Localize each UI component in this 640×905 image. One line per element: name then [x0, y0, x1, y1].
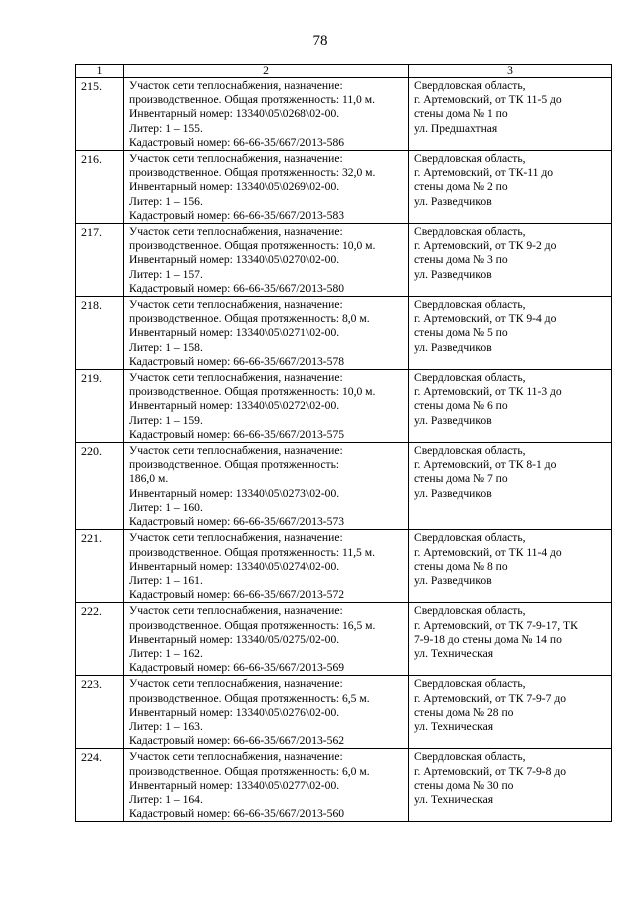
column-header-1: 1: [76, 65, 124, 78]
description-line: Инвентарный номер: 13340\05\0274\02-00.: [129, 559, 340, 573]
description-line: Литер: 1 – 157.: [129, 267, 203, 281]
address-line: Свердловская область,: [414, 79, 526, 92]
description-line: производственное. Общая протяженность: 16,5 м.: [129, 618, 376, 632]
address-line: Свердловская область,: [414, 604, 526, 618]
address-line: ул. Разведчиков: [414, 340, 492, 354]
description-line: производственное. Общая протяженность: 11,5 м.: [129, 545, 375, 559]
description-line: Литер: 1 – 156.: [129, 194, 203, 208]
address-line: Свердловская область,: [414, 152, 526, 166]
row-number: 216.: [76, 151, 124, 224]
description-line: Инвентарный номер: 13340\05\0272\02-00.: [129, 399, 340, 413]
description-line: Кадастровый номер: 66-66-35/667/2013-575: [129, 427, 345, 441]
address-line: г. Артемовский, от ТК 9-4 до: [414, 312, 557, 326]
description-line: Участок сети теплоснабжения, назначение:: [129, 444, 343, 458]
address-line: 7-9-18 до стены дома № 14 по: [414, 632, 562, 646]
row-number: 221.: [76, 530, 124, 603]
column-header-2: 2: [124, 65, 409, 78]
description-line: Инвентарный номер: 13340\05\0277\02-00.: [129, 778, 340, 792]
description-line: Участок сети теплоснабжения, назначение:: [129, 750, 343, 764]
object-address: [409, 297, 612, 370]
address-line: ул. Техническая: [414, 719, 494, 733]
address-line: г. Артемовский, от ТК 7-9-8 до: [414, 764, 567, 778]
address-line: стены дома № 6 по: [414, 399, 508, 413]
description-line: производственное. Общая протяженность: 8,0 м.: [129, 312, 370, 326]
object-description: [124, 78, 409, 151]
object-address: [409, 443, 612, 530]
description-line: Кадастровый номер: 66-66-35/667/2013-583: [129, 208, 345, 222]
column-header-3: 3: [409, 65, 612, 78]
description-line: Кадастровый номер: 66-66-35/667/2013-573: [129, 515, 345, 529]
object-address: [409, 530, 612, 603]
object-description: [124, 224, 409, 297]
row-number: 220.: [76, 443, 124, 530]
table-row: [76, 224, 612, 297]
address-line: ул. Разведчиков: [414, 194, 492, 208]
address-line: г. Артемовский, от ТК 11-4 до: [414, 545, 562, 559]
row-number: 218.: [76, 297, 124, 370]
table-body: [76, 78, 612, 822]
description-line: производственное. Общая протяженность:: [129, 458, 340, 472]
header-row: [76, 65, 612, 78]
object-description: [124, 676, 409, 749]
description-line: Литер: 1 – 160.: [129, 500, 203, 514]
address-line: Свердловская область,: [414, 444, 526, 458]
address-line: г. Артемовский, от ТК 8-1 до: [414, 458, 557, 472]
address-line: стены дома № 7 по: [414, 472, 508, 486]
description-line: Участок сети теплоснабжения, назначение:: [129, 604, 343, 618]
object-description: [124, 749, 409, 822]
address-line: г. Артемовский, от ТК-11 до: [414, 166, 554, 180]
description-line: Кадастровый номер: 66-66-35/667/2013-580: [129, 281, 345, 295]
description-line: Инвентарный номер: 13340\05\0276\02-00.: [129, 705, 340, 719]
description-line: Литер: 1 – 161.: [129, 573, 203, 587]
address-line: стены дома № 8 по: [414, 559, 508, 573]
object-address: [409, 78, 612, 151]
description-line: Кадастровый номер: 66-66-35/667/2013-560: [129, 807, 345, 821]
description-line: производственное. Общая протяженность: 6,0 м.: [129, 764, 370, 778]
address-line: Свердловская область,: [414, 225, 526, 239]
page-number: 78: [312, 33, 328, 49]
address-line: ул. Разведчиков: [414, 267, 492, 281]
address-line: Свердловская область,: [414, 298, 526, 312]
description-line: Инвентарный номер: 13340\05\0270\02-00.: [129, 253, 340, 267]
description-line: Инвентарный номер: 13340\05\0268\02-00.: [129, 107, 340, 121]
object-address: [409, 603, 612, 676]
address-line: ул. Разведчиков: [414, 573, 492, 587]
description-line: Кадастровый номер: 66-66-35/667/2013-586: [129, 135, 345, 149]
description-line: Участок сети теплоснабжения, назначение:: [129, 152, 343, 166]
table-row: [76, 151, 612, 224]
address-line: ул. Разведчиков: [414, 486, 492, 500]
table-row: [76, 530, 612, 603]
description-line: Инвентарный номер: 13340/05/0275/02-00.: [129, 632, 340, 646]
description-line: Кадастровый номер: 66-66-35/667/2013-578: [129, 354, 345, 368]
object-address: [409, 370, 612, 443]
description-line: Литер: 1 – 159.: [129, 413, 203, 427]
description-line: Литер: 1 – 164.: [129, 792, 203, 806]
description-line: Литер: 1 – 155.: [129, 121, 203, 135]
description-line: Литер: 1 – 162.: [129, 646, 203, 660]
row-number: 222.: [76, 603, 124, 676]
address-line: г. Артемовский, от ТК 11-3 до: [414, 385, 562, 399]
address-line: стены дома № 2 по: [414, 180, 508, 194]
object-description: [124, 151, 409, 224]
row-number: 215.: [76, 78, 124, 151]
description-line: Кадастровый номер: 66-66-35/667/2013-562: [129, 734, 345, 748]
object-address: [409, 749, 612, 822]
address-line: стены дома № 28 по: [414, 705, 514, 719]
row-number: 224.: [76, 749, 124, 822]
description-line: Участок сети теплоснабжения, назначение:: [129, 225, 343, 239]
address-line: ул. Техническая: [414, 646, 494, 660]
address-line: г. Артемовский, от ТК 7-9-7 до: [414, 691, 567, 705]
address-line: г. Артемовский, от ТК 11-5 до: [414, 93, 562, 107]
description-line: 186,0 м.: [129, 472, 169, 486]
description-line: Участок сети теплоснабжения, назначение:: [129, 677, 343, 691]
address-line: Свердловская область,: [414, 531, 526, 545]
description-line: Литер: 1 – 163.: [129, 719, 203, 733]
description-line: Литер: 1 – 158.: [129, 340, 203, 354]
object-address: [409, 151, 612, 224]
object-description: [124, 603, 409, 676]
table-row: [76, 78, 612, 151]
address-line: ул. Предшахтная: [414, 121, 498, 135]
description-line: производственное. Общая протяженность: 10,0 м.: [129, 239, 376, 253]
table-row: [76, 443, 612, 530]
description-line: производственное. Общая протяженность: 6,5 м.: [129, 691, 370, 705]
address-line: Свердловская область,: [414, 750, 526, 764]
row-number: 223.: [76, 676, 124, 749]
table-row: [76, 370, 612, 443]
address-line: стены дома № 3 по: [414, 253, 508, 267]
object-description: [124, 370, 409, 443]
object-address: [409, 676, 612, 749]
address-line: стены дома № 30 по: [414, 778, 514, 792]
address-line: ул. Техническая: [414, 792, 494, 806]
object-description: [124, 443, 409, 530]
table-row: [76, 676, 612, 749]
description-line: Участок сети теплоснабжения, назначение:: [129, 298, 343, 312]
description-line: Инвентарный номер: 13340\05\0269\02-00.: [129, 180, 340, 194]
description-line: производственное. Общая протяженность: 10,0 м.: [129, 385, 376, 399]
description-line: производственное. Общая протяженность: 32,0 м.: [129, 166, 376, 180]
object-description: [124, 530, 409, 603]
object-address: [409, 224, 612, 297]
description-line: Участок сети теплоснабжения, назначение:: [129, 79, 343, 92]
address-line: г. Артемовский, от ТК 9-2 до: [414, 239, 557, 253]
address-line: стены дома № 5 по: [414, 326, 508, 340]
table-row: [76, 749, 612, 822]
registry-table: [75, 64, 612, 822]
address-line: Свердловская область,: [414, 371, 526, 385]
address-line: г. Артемовский, от ТК 7-9-17, ТК: [414, 618, 578, 632]
table-row: [76, 603, 612, 676]
description-line: Инвентарный номер: 13340\05\0271\02-00.: [129, 326, 340, 340]
row-number: 219.: [76, 370, 124, 443]
description-line: Участок сети теплоснабжения, назначение:: [129, 371, 343, 385]
description-line: Участок сети теплоснабжения, назначение:: [129, 531, 343, 545]
table-row: [76, 297, 612, 370]
address-line: стены дома № 1 по: [414, 107, 508, 121]
description-line: Кадастровый номер: 66-66-35/667/2013-569: [129, 661, 345, 675]
object-description: [124, 297, 409, 370]
address-line: ул. Разведчиков: [414, 413, 492, 427]
address-line: Свердловская область,: [414, 677, 526, 691]
description-line: производственное. Общая протяженность: 11,0 м.: [129, 93, 375, 107]
description-line: Инвентарный номер: 13340\05\0273\02-00.: [129, 486, 340, 500]
description-line: Кадастровый номер: 66-66-35/667/2013-572: [129, 588, 345, 602]
row-number: 217.: [76, 224, 124, 297]
